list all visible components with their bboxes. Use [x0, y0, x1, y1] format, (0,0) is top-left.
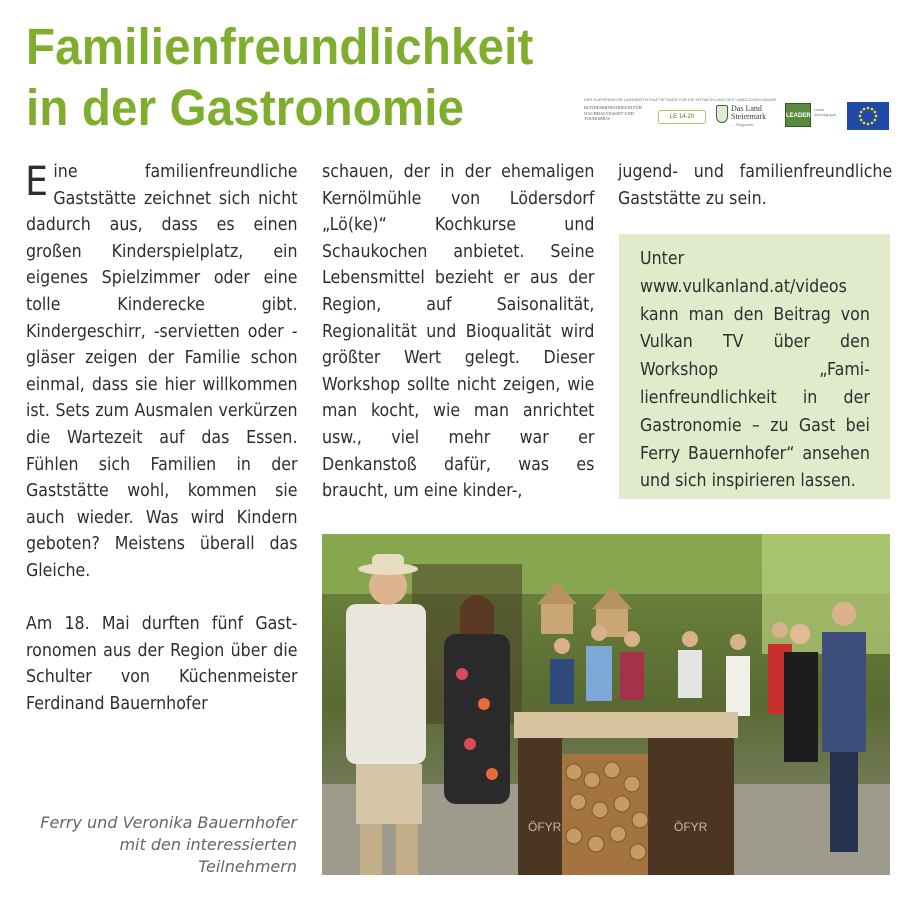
- title-line-2: in der Gastronomie: [26, 79, 465, 136]
- drop-cap: E: [25, 159, 48, 205]
- grill-table: [514, 712, 738, 875]
- paragraph-end: jugend- und familienfreundliche Gaststätte zu sein.: [618, 162, 893, 209]
- grill-brand-label-right: ÖFYR: [674, 820, 708, 834]
- ministry-logo-text: BUNDESMINISTERIUM FÜR NACHHALTIGKEIT UND TOURISMUS: [584, 105, 642, 121]
- styria-logo-sub: → Regionen: [731, 122, 754, 127]
- le-logo: [658, 110, 706, 124]
- le-logo-label: LE 14-20: [669, 114, 695, 120]
- caption-line-3: Teilnehmern: [198, 857, 297, 876]
- paragraph-intro-text: ine familienfreundliche Gaststätte zeichnet sich nicht dadurch aus, dass es einen großen Kinderspielplatz, ein eigenes Spielzimmer oder eine tolle Kinderecke gibt. Kindergeschirr, -servietten oder -gläser zeigen der Familie schon einmal, dass sie hier willkommen ist. Sets zum Ausmalen verkürzen die Wartezeit auf das Essen. Fühlen sich Familien in der Gaststätte wohl, kommen sie auch wieder. Was wird Kindern geboten? Meistens überall das Gleiche.: [26, 162, 298, 581]
- article-photo: [322, 534, 890, 875]
- paragraph-intro: [26, 159, 298, 585]
- text-column-3: [618, 159, 892, 239]
- leader-logo-label: LEADER: [786, 113, 811, 119]
- article-title: [26, 16, 547, 138]
- photo-caption: [20, 812, 297, 878]
- text-column-2: [322, 159, 594, 531]
- photo-illustration: [322, 534, 890, 875]
- caption-line-2: mit den interessierten: [119, 835, 297, 854]
- grill-brand-label-left: ÖFYR: [528, 820, 562, 834]
- styria-logo-label: Das Land Steiermark: [731, 104, 767, 121]
- info-box-text: Unter www.vulkanland.at/videos kann man den Beitrag von Vulkan TV über den Workshop „Familienfreundlichkeit in der Gastronomie – zu Gast bei Ferry Bauernhofer“ ansehen und sich inspirieren lassen.: [640, 249, 870, 492]
- paragraph-continued: schauen, der in der ehemaligen Kernölmühle von Lödersdorf „Lö(ke)“ Kochkurse und Schaukochen anbietet. Seine Lebensmittel bezieht er aus der Region, auf Saisonalität, Regionalität und Bioqualität wird größter Wert gelegt. Dieser Workshop sollte nicht zeigen, wie man kocht, wie man anrichtet usw., viel mehr war er Denkanstoß dafür, was es braucht, um eine kinder-,: [322, 162, 595, 502]
- caption-line-1: Ferry und Veronika Bauernhofer: [40, 813, 297, 832]
- text-column-1: [26, 159, 298, 744]
- program-text: DER EUROPÄISCHE LANDWIRTSCHAFTSFONDS FÜR DIE ENTWICKLUNG DES LÄNDLICHEN RAUMS: [584, 97, 777, 102]
- lag-logo-text: Lokale Aktionsgruppe: [814, 108, 837, 117]
- paragraph-workshop: Am 18. Mai durften fünf Gastronomen aus der Region über die Schulter von Küchenmeister Ferdinand Bauernhofer: [26, 614, 298, 714]
- leader-logo: [785, 103, 811, 127]
- styria-crest-icon: [716, 105, 728, 123]
- eu-flag-icon: [847, 102, 889, 130]
- sponsor-logo-strip: [584, 97, 890, 137]
- title-line-1: Familienfreundlichkeit: [26, 18, 534, 75]
